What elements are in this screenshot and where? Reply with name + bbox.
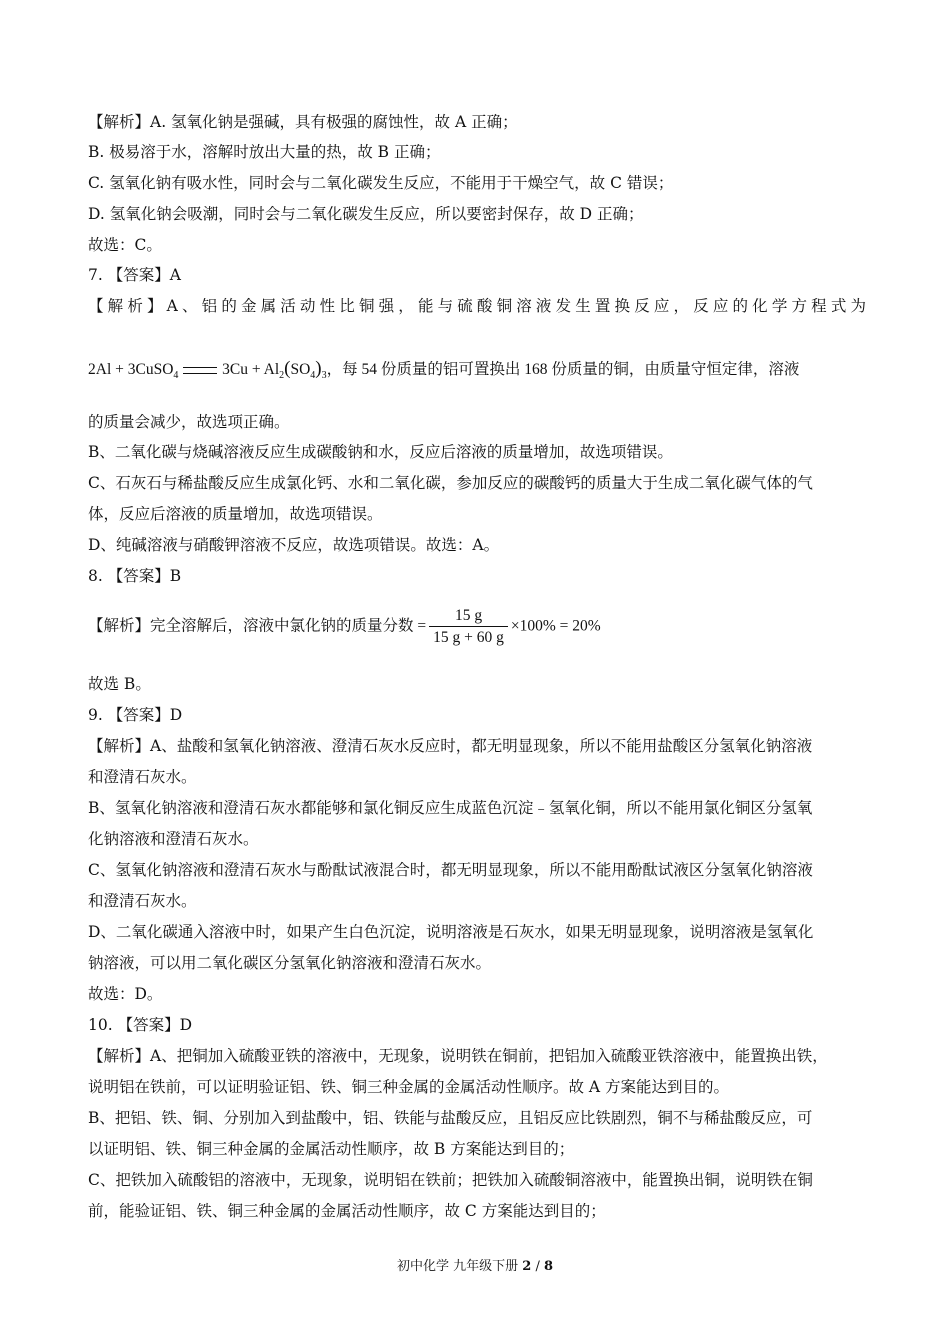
footer-total-pages: 8 bbox=[543, 1259, 554, 1274]
text-line: C、把铁加入硫酸铝的溶液中，无现象，说明铝在铁前；把铁加入硫酸铜溶液中，能置换出铜，说明铁在铜 bbox=[88, 1171, 813, 1189]
text-line: B、二氧化碳与烧碱溶液反应生成碳酸钠和水，反应后溶液的质量增加，故选项错误。 bbox=[88, 443, 673, 461]
equation-explanation: ，每 54 份质量的铝可置换出 168 份质量的铜，由质量守恒定律，溶液 bbox=[326, 361, 800, 378]
footer-label: 初中化学 九年级下册 bbox=[396, 1259, 519, 1274]
text-line: 和澄清石灰水。 bbox=[88, 768, 197, 786]
text-line: D、纯碱溶液与硝酸钾溶液不反应，故选项错误。故选：A。 bbox=[88, 536, 500, 554]
footer-separator: / bbox=[535, 1259, 540, 1274]
text-line: D. 氢氧化钠会吸潮，同时会与二氧化碳发生反应，所以要密封保存，故 D 正确； bbox=[88, 205, 644, 223]
formula-suffix: ×100% = 20% bbox=[510, 617, 601, 635]
text-line: 8. 【答案】B bbox=[88, 567, 182, 585]
footer-page-number: 2 bbox=[522, 1259, 532, 1274]
fraction-denominator: 15 g + 60 g bbox=[433, 629, 504, 646]
page-footer bbox=[0, 1258, 950, 1276]
text-line: C. 氢氧化钠有吸水性，同时会与二氧化碳发生反应，不能用于干燥空气，故 C 错误； bbox=[88, 174, 674, 192]
text-line: 钠溶液，可以用二氧化碳区分氢氧化钠溶液和澄清石灰水。 bbox=[88, 954, 492, 972]
text-line: 说明铝在铁前，可以证明验证铝、铁、铜三种金属的金属活动性顺序。故 A 方案能达到目的。 bbox=[88, 1078, 730, 1096]
fraction-numerator: 15 g bbox=[429, 606, 508, 627]
text-line: 故选：D。 bbox=[88, 985, 163, 1003]
text-line: C、石灰石与稀盐酸反应生成氯化钙、水和二氧化碳，参加反应的碳酸钙的质量大于生成二氧化碳气体的气 bbox=[88, 474, 813, 492]
text-line: B. 极易溶于水，溶解时放出大量的热，故 B 正确； bbox=[88, 143, 441, 161]
mass-fraction-formula bbox=[88, 606, 601, 647]
text-line: 【解析】A. 氢氧化钠是强碱，具有极强的腐蚀性，故 A 正确； bbox=[88, 113, 518, 131]
text-line: 的质量会减少，故选项正确。 bbox=[88, 413, 290, 431]
chemical-equation-line bbox=[88, 359, 799, 386]
text-line: 故选 B。 bbox=[88, 675, 151, 693]
formula-prefix: 【解析】完全溶解后，溶液中氯化钠的质量分数 = bbox=[88, 617, 427, 635]
text-line: 9. 【答案】D bbox=[88, 706, 183, 724]
text-line: B、氢氧化钠溶液和澄清石灰水都能够和氯化铜反应生成蓝色沉淀﹣氢氧化铜，所以不能用氯化铜区分氢氧 bbox=[88, 799, 813, 817]
text-line: 前，能验证铝、铁、铜三种金属的金属活动性顺序，故 C 方案能达到目的； bbox=[88, 1202, 606, 1220]
text-line: 化钠溶液和澄清石灰水。 bbox=[88, 830, 259, 848]
text-line: 体，反应后溶液的质量增加，故选项错误。 bbox=[88, 505, 383, 523]
text-line: B、把铝、铁、铜、分别加入到盐酸中，铝、铁能与盐酸反应，且铝反应比铁剧烈，铜不与稀盐酸反应，可 bbox=[88, 1109, 813, 1127]
fraction bbox=[429, 606, 508, 647]
text-line: 以证明铝、铁、铜三种金属的金属活动性顺序，故 B 方案能达到目的； bbox=[88, 1140, 575, 1158]
text-line: 【解析】A、把铜加入硫酸亚铁的溶液中，无现象，说明铁在铜前，把铝加入硫酸亚铁溶液中，能置换出铁， bbox=[88, 1047, 828, 1065]
equation-products: $3Cu + Al_2(SO_4)_3$ bbox=[222, 358, 327, 382]
text-line: 和澄清石灰水。 bbox=[88, 892, 197, 910]
equation-reactants: 2Al + 3CuSO$_4$ bbox=[88, 361, 179, 382]
text-line: C、氢氧化钠溶液和澄清石灰水与酚酞试液混合时，都无明显现象，所以不能用酚酞试液区分氢氧化钠溶液 bbox=[88, 861, 813, 879]
text-line: 7. 【答案】A bbox=[88, 266, 181, 284]
text-line: 【解析】A、铝的金属活动性比铜强，能与硫酸铜溶液发生置换反应，反应的化学方程式为 bbox=[88, 297, 866, 315]
text-line: 10. 【答案】D bbox=[88, 1016, 193, 1034]
text-line: 【解析】A、盐酸和氢氧化钠溶液、澄清石灰水反应时，都无明显现象，所以不能用盐酸区分氢氧化钠溶液 bbox=[88, 737, 813, 755]
text-line: D、二氧化碳通入溶液中时，如果产生白色沉淀，说明溶液是石灰水，如果无明显现象，说明溶液是氢氧化 bbox=[88, 923, 814, 941]
equation-arrow bbox=[183, 367, 217, 374]
text-line: 故选：C。 bbox=[88, 236, 162, 254]
